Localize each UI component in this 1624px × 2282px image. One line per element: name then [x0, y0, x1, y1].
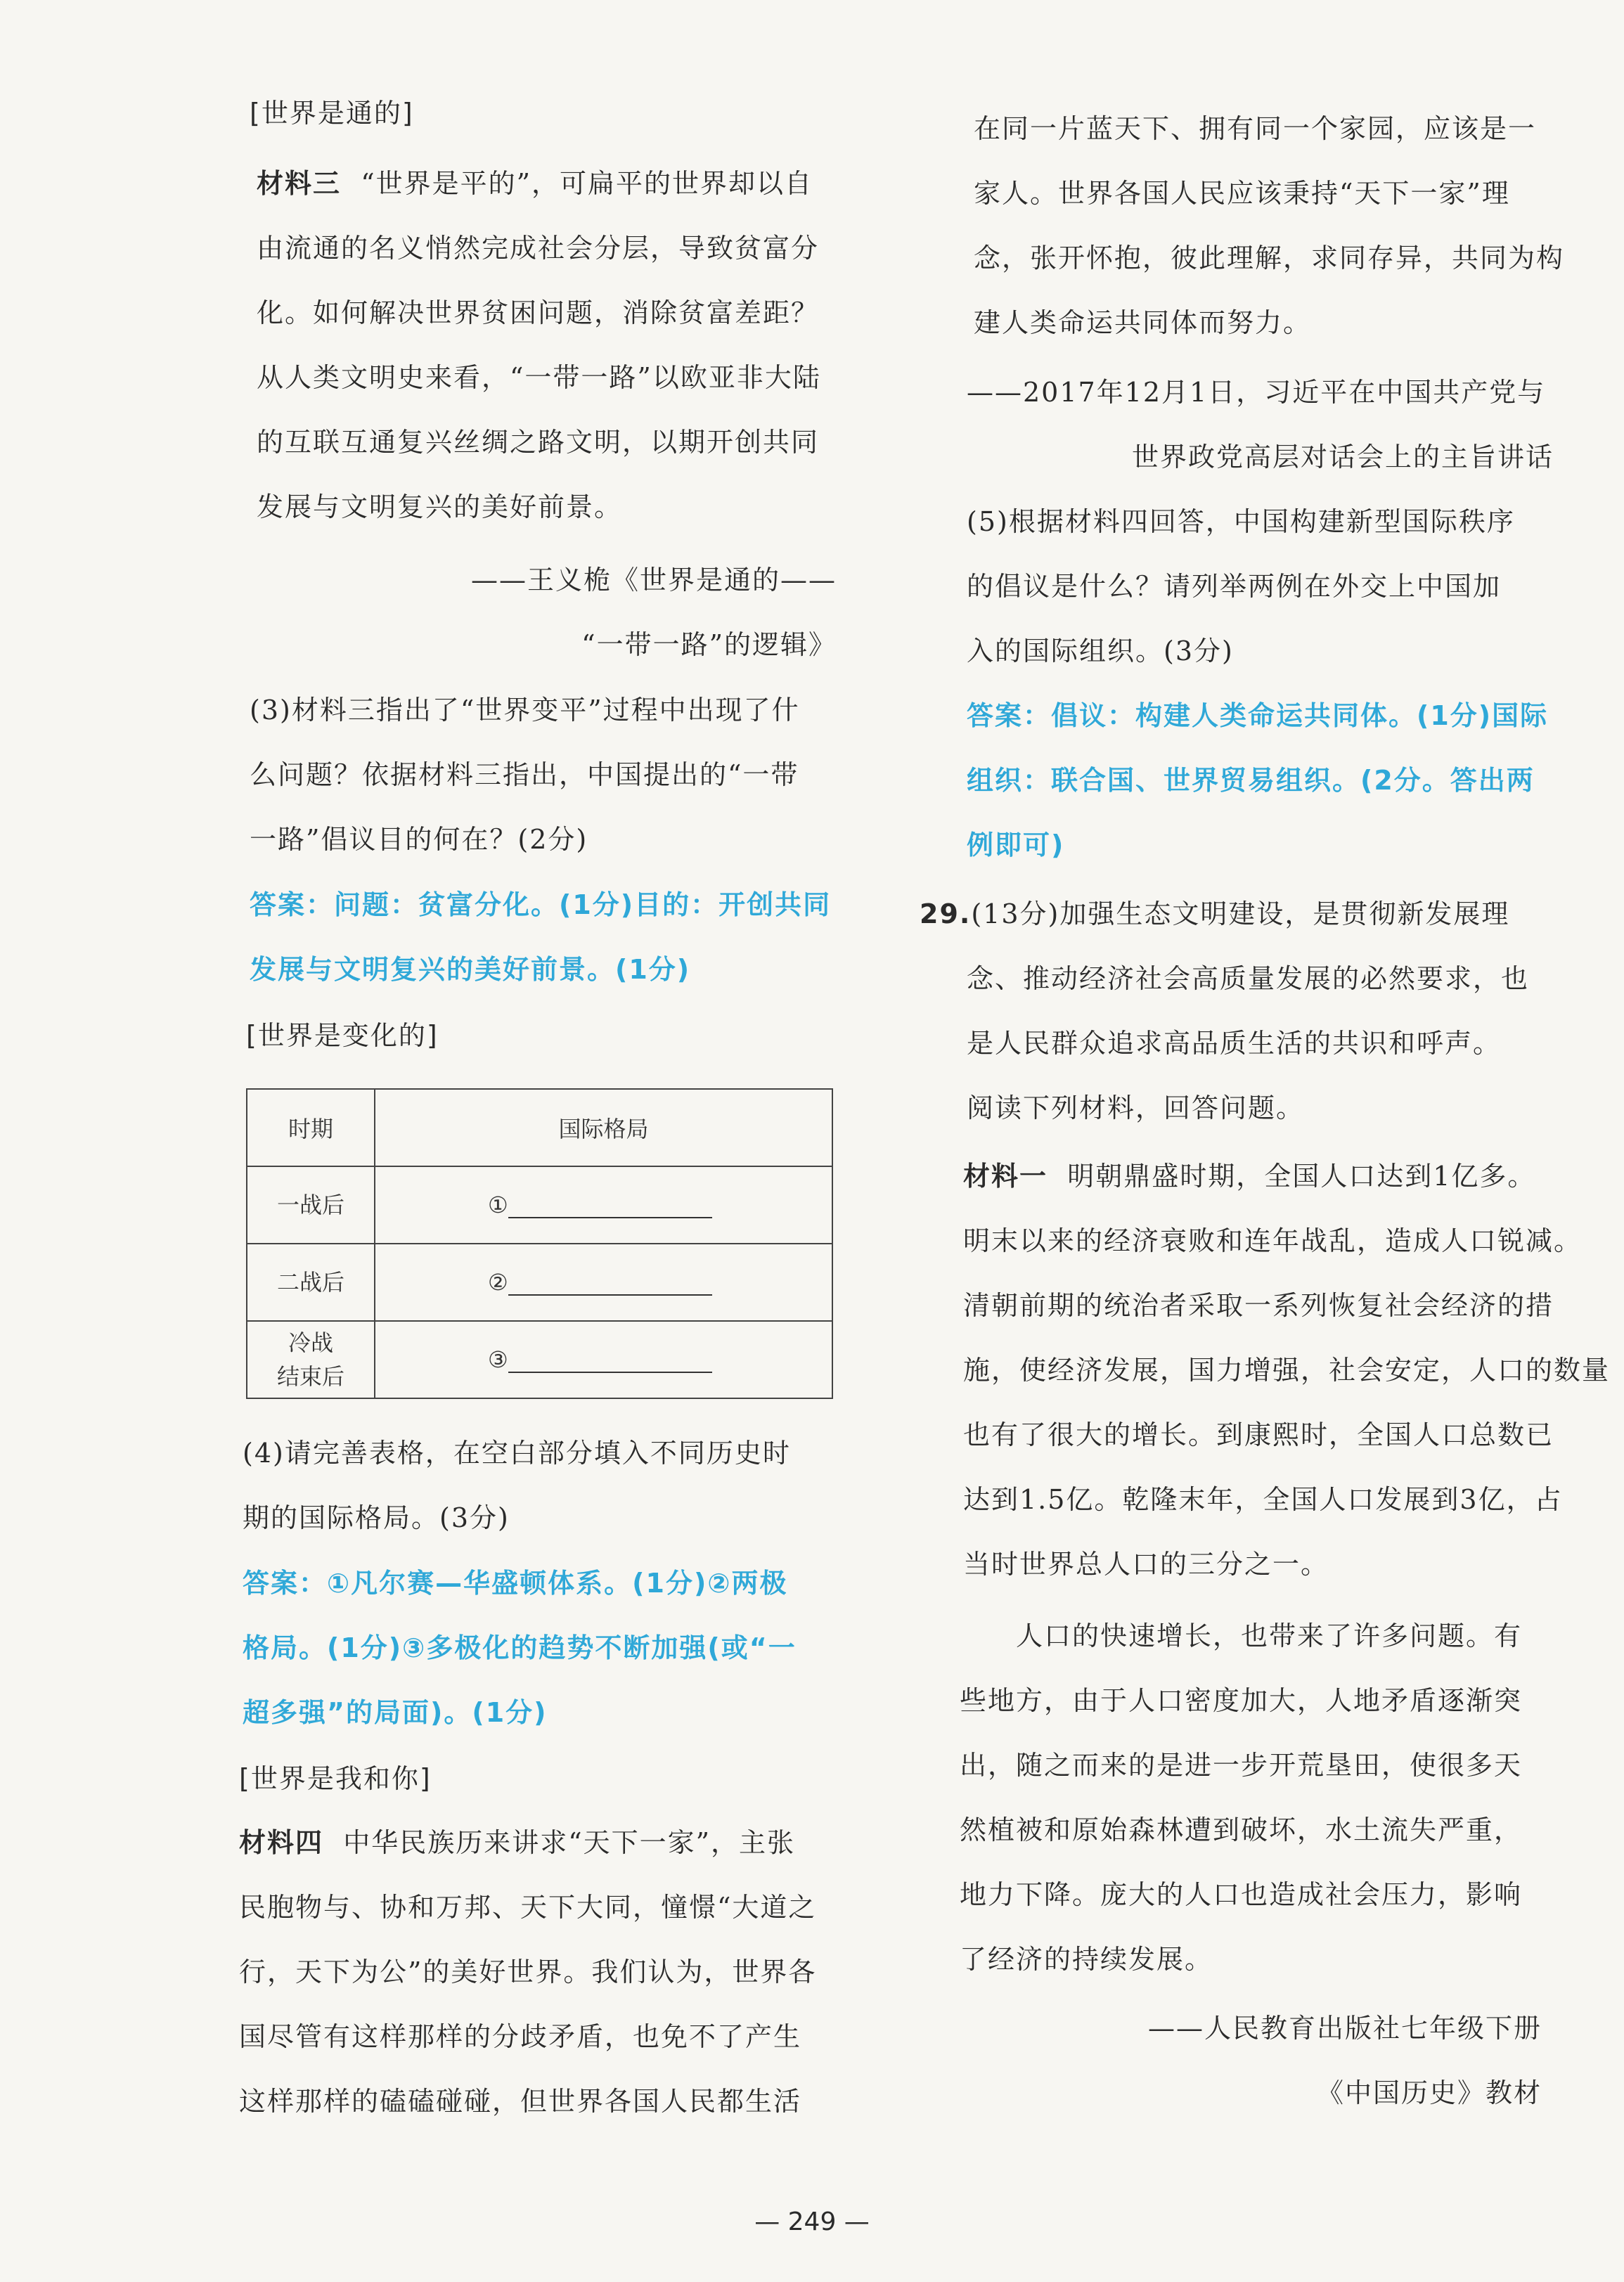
material-1-paragraph-2-line: 些地方，由于人口密度加大，人地矛盾逐渐突 — [960, 1685, 1523, 1716]
material-4-continued-line: 在同一片蓝天下、拥有同一个家园，应该是一 — [974, 113, 1537, 144]
section-heading-world-us: [世界是我和你] — [239, 1763, 432, 1794]
material-4-first-line — [239, 1825, 795, 1860]
section-heading-world-changing: [世界是变化的] — [246, 1020, 439, 1051]
material-1-line: 施，使经济发展，国力增强，社会安定，人口的数量 — [963, 1355, 1611, 1386]
material-3-label: 材料三 — [257, 168, 342, 199]
material-3-text: “世界是平的”，可扁平的世界却以自 — [361, 168, 813, 199]
material-1-paragraph-2-line: 出，随之而来的是进一步开荒垦田，使很多天 — [960, 1750, 1523, 1781]
table-cell-period — [247, 1321, 375, 1398]
table-cell-blank — [375, 1321, 832, 1398]
answer-4-line: 答案：①凡尔赛—华盛顿体系。(1分)②两极 — [243, 1568, 788, 1599]
answer-blank — [508, 1270, 712, 1296]
section-heading-world-connected: [世界是通的] — [250, 98, 414, 129]
question-5-line: 的倡议是什么？请列举两例在外交上中国加 — [967, 571, 1502, 602]
material-4-line: 国尽管有这样那样的分歧矛盾，也免不了产生 — [239, 2021, 802, 2052]
question-3-line: 一路”倡议目的何在？(2分) — [250, 824, 588, 855]
circled-mark: ① — [488, 1192, 508, 1218]
material-3-line: 由流通的名义悄然完成社会分层，导致贫富分 — [257, 233, 820, 264]
material-1-source: 《中国历史》教材 — [1316, 2077, 1542, 2108]
material-3-line: 发展与文明复兴的美好前景。 — [257, 491, 623, 522]
table-cell-blank — [375, 1166, 832, 1244]
period-text: 结束后 — [276, 1363, 344, 1390]
question-4-line: (4)请完善表格，在空白部分填入不同历史时 — [243, 1438, 791, 1469]
answer-blank — [508, 1348, 712, 1373]
material-1-line: 清朝前期的统治者采取一系列恢复社会经济的措 — [963, 1290, 1554, 1321]
page-number: — 249 — — [754, 2207, 870, 2236]
material-1-paragraph-2-line: 了经济的持续发展。 — [960, 1944, 1213, 1975]
material-4-continued-line: 建人类命运共同体而努力。 — [974, 307, 1312, 338]
table-header-period: 时期 — [247, 1089, 375, 1166]
material-1-paragraph-2-line: 然植被和原始森林遭到破坏，水土流失严重， — [960, 1814, 1523, 1845]
material-3-line: 从人类文明史来看，“一带一路”以欧亚非大陆 — [257, 362, 821, 393]
material-1-label: 材料一 — [963, 1161, 1048, 1192]
material-3-first-line — [257, 166, 813, 201]
circled-mark: ② — [488, 1269, 508, 1296]
material-1-first-line — [963, 1159, 1535, 1194]
table-cell-blank — [375, 1244, 832, 1321]
material-4-source: 世界政党高层对话会上的主旨讲话 — [1131, 441, 1554, 472]
answer-4-line: 超多强”的局面)。(1分) — [243, 1697, 548, 1728]
material-1-line: 也有了很大的增长。到康熙时，全国人口总数已 — [963, 1419, 1554, 1450]
answer-blank — [508, 1193, 712, 1218]
answer-5-line: 答案：倡议：构建人类命运共同体。(1分)国际 — [967, 700, 1549, 731]
period-text: 冷战 — [288, 1329, 333, 1356]
question-4-line: 期的国际格局。(3分) — [243, 1502, 510, 1533]
question-29-line: 是人民群众追求高品质生活的共识和呼声。 — [967, 1028, 1502, 1059]
material-4-line: 这样那样的磕磕碰碰，但世界各国人民都生活 — [239, 2086, 802, 2117]
table-cell-period: 二战后 — [247, 1244, 375, 1321]
material-1-paragraph-2-line: 人口的快速增长，也带来了许多问题。有 — [1016, 1620, 1523, 1651]
question-3-line: (3)材料三指出了“世界变平”过程中出现了什 — [250, 695, 800, 726]
material-4-line: 民胞物与、协和万邦、天下大同，憧憬“大道之 — [239, 1892, 817, 1923]
material-1-line: 明末以来的经济衰败和连年战乱，造成人口锐减。 — [963, 1225, 1583, 1256]
material-1-text: 明朝鼎盛时期，全国人口达到1亿多。 — [1067, 1161, 1536, 1192]
question-29-number: 29. — [920, 898, 972, 929]
table-row — [247, 1166, 832, 1244]
answer-4-line: 格局。(1分)③多极化的趋势不断加强(或“一 — [243, 1632, 797, 1663]
answer-5-line: 组织：联合国、世界贸易组织。(2分。答出两 — [967, 765, 1535, 796]
material-1-line: 达到1.5亿。乾隆末年，全国人口发展到3亿，占 — [963, 1484, 1563, 1515]
table-cell-period: 一战后 — [247, 1166, 375, 1244]
material-1-paragraph-2-line: 地力下降。庞大的人口也造成社会压力，影响 — [960, 1879, 1523, 1910]
international-pattern-table — [246, 1088, 833, 1399]
question-5-line: (5)根据材料四回答，中国构建新型国际秩序 — [967, 506, 1515, 537]
material-3-source: “一带一路”的逻辑》 — [581, 629, 837, 660]
material-1-source: ——人民教育出版社七年级下册 — [1147, 2013, 1542, 2044]
material-4-continued-line: 家人。世界各国人民应该秉持“天下一家”理 — [974, 178, 1510, 209]
question-29-first-line — [920, 896, 1509, 932]
material-4-text: 中华民族历来讲求“天下一家”，主张 — [343, 1827, 796, 1858]
question-29-line: 阅读下列材料，回答问题。 — [967, 1092, 1305, 1123]
table-row — [247, 1244, 832, 1321]
table-header-pattern: 国际格局 — [375, 1089, 832, 1166]
material-4-continued-line: 念，张开怀抱，彼此理解，求同存异，共同为构 — [974, 243, 1565, 273]
question-29-text: (13分)加强生态文明建设，是贯彻新发展理 — [971, 898, 1510, 929]
material-3-line: 化。如何解决世界贫困问题，消除贫富差距？ — [257, 297, 820, 328]
material-3-source: ——王义桅《世界是通的—— — [470, 565, 837, 595]
answer-3-line: 答案：问题：贫富分化。(1分)目的：开创共同 — [250, 889, 832, 920]
table-row — [247, 1321, 832, 1398]
material-1-line: 当时世界总人口的三分之一。 — [963, 1549, 1329, 1580]
question-5-line: 入的国际组织。(3分) — [967, 636, 1234, 666]
question-29-line: 念、推动经济社会高质量发展的必然要求，也 — [967, 963, 1530, 994]
material-4-line: 行，天下为公”的美好世界。我们认为，世界各 — [239, 1957, 817, 1987]
circled-mark: ③ — [488, 1346, 508, 1373]
question-3-line: 么问题？依据材料三指出，中国提出的“一带 — [250, 759, 799, 790]
answer-3-line: 发展与文明复兴的美好前景。(1分) — [250, 954, 691, 985]
material-4-source: ——2017年12月1日，习近平在中国共产党与 — [967, 377, 1546, 408]
material-3-line: 的互联互通复兴丝绸之路文明，以期开创共同 — [257, 427, 820, 458]
material-4-label: 材料四 — [239, 1827, 324, 1858]
answer-5-line: 例即可) — [967, 830, 1065, 860]
